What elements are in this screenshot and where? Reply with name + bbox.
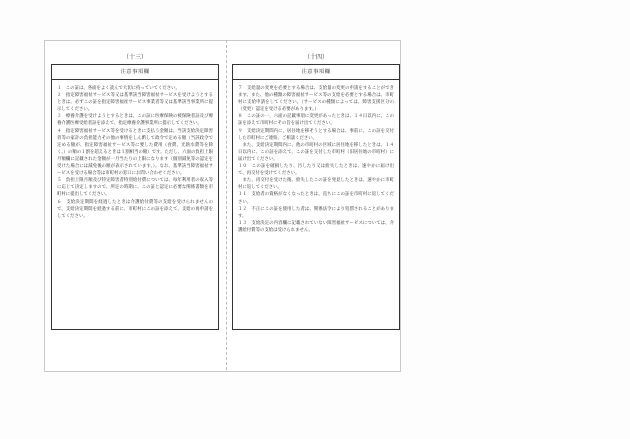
note-item: １２ 不正にこの証を使用した者は、関係法令により処罰されることがあります。 (238, 206, 394, 219)
note-item: ４ 指定障害福祉サービス等を受けるときに支払う金額は、当該支給決定障害者等の家計の負担能力その他の事情をしん酌して政令で定める額（当該政令で定める額が、指定障害福祉サービス等に要した費用（食費、光熱水費等を除く。）の額の１割を超えるときは１割相当の額）です。ただし、六面の負担上限月額欄に記載された金額が一月当たりの上限になります（個別減免等の認定を受けた場合には減免後の額が表示されています。）。なお、基準該当障害福祉サービスを受ける場合等は市町村の窓口にお問い合わせください。 (57, 128, 213, 177)
note-item: ７ 支給量の変更を必要とする場合は、支給量の変更の申請をすることができます。また、他の種類の障害福祉サービス等の支給を必要とする場合は、市町村に支給申請をしてください。（サービスの種類によっては、障害支援区分の（変更）認定を受ける必要があります。） (238, 86, 394, 113)
note-item: ９ 支給決定期間内に、居住地を移そうとする場合は、事前に、この証を交付した市町村にご連絡、ご相談ください。 (238, 128, 394, 141)
notes-heading: 注意事項欄 (233, 65, 399, 80)
note-item: ６ 支給決定期間を経過したときは介護給付費等の支給を受けられませんので、支給決定期間を経過する前に、市町村にこの証を添えて、支給の再申請をしてください。 (57, 199, 213, 219)
notes-body (52, 80, 218, 220)
note-item: ５ 負担上限月額及び特定障害者特別給付費については、毎年利用者の収入等に応じて決定しますので、所定の時期に、この証と認定に必要な関係書類を市町村に提出してください。 (57, 178, 213, 198)
notes-body (233, 80, 399, 234)
note-item: １１ 支給者の資格がなくなったときは、直ちにこの証を市町村に返してください。 (238, 192, 394, 205)
note-item: また、支給決定期間内に、他の市町村の区域に居住地を移したときは、１４日以内に、この証を添えて、この証を交付した市町村（旧居住地の市町村）に届け出てください。 (238, 142, 394, 162)
page-13 (51, 40, 219, 332)
note-item: ２ 指定障害福祉サービス等又は基準該当障害福祉サービスを受けようとするときは、必ずこの証を指定障害福祉サービス事業者等又は基準該当事業所に提示してください。 (57, 93, 213, 113)
note-item: ３ 療養介護を受けようとするときは、この証に医療保険の被保険者証及び療養介護医療受給者証を添えて、指定療養介護事業所に提示してください。 (57, 114, 213, 127)
note-item: ８ この証の一、六面の記載事項に変更があったときは、１４日以内に、この証を添えて市町村にその旨を届け出てください。 (238, 114, 394, 127)
note-item: １３ 支給決定の内容欄に記載されていない障害福祉サービスについては、介護給付費等の支給は受けられません。 (238, 220, 394, 233)
note-item: １ この証は、各面をよく読んで大切に持っていてください。 (57, 86, 180, 91)
note-item: また、再交付を受けた後、紛失したこの証を発見したときは、速やかに市町村に返してください。 (238, 178, 394, 191)
fold-line (226, 40, 227, 370)
page-number-label: （十四） (303, 54, 328, 61)
page-14 (232, 40, 400, 332)
note-item: １０ この証を破損したり、汚したり又は紛失したときは、速やかに届け出て、再交付を受けてください。 (238, 164, 394, 177)
page-number-label: （十三） (122, 54, 147, 61)
notes-box (51, 64, 219, 330)
notes-heading: 注意事項欄 (52, 65, 218, 80)
notes-box (232, 64, 400, 330)
